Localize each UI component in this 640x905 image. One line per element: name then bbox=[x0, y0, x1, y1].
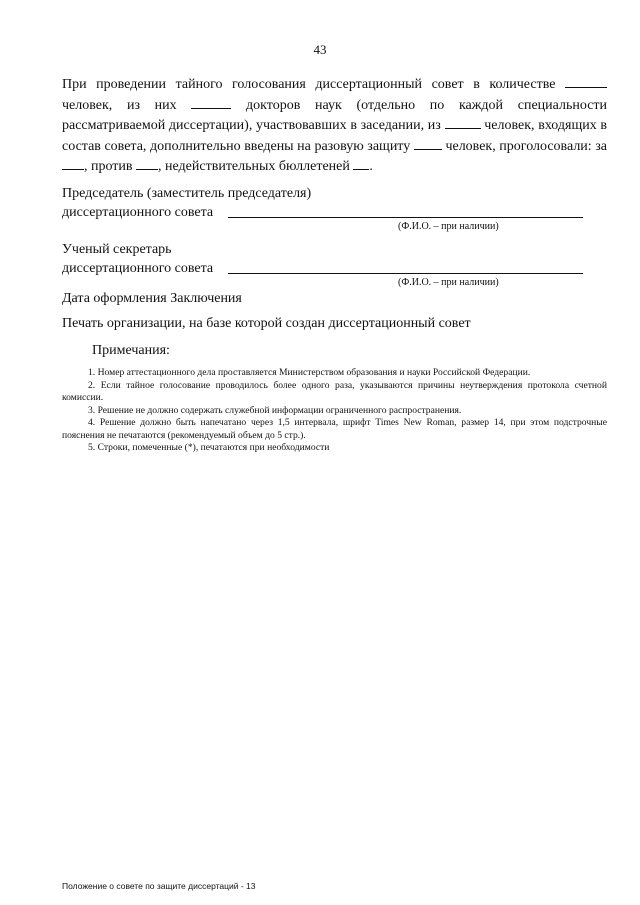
vote-text-8: . bbox=[369, 159, 373, 174]
chair-council-line: диссертационного совета bbox=[62, 205, 214, 220]
vote-text-3: докторов наук (отдельно по каждой специальности рассматриваемой диссертации), участвовавших в заседании, из bbox=[62, 97, 608, 133]
page-number: 43 bbox=[313, 42, 327, 57]
seal-label: Печать организации, на базе которой создан диссертационный совет bbox=[62, 316, 471, 331]
secretary-signature-line[interactable] bbox=[228, 273, 583, 274]
votes-against-blank[interactable] bbox=[136, 156, 158, 170]
vote-text-7: , недействительных бюллетеней bbox=[158, 159, 350, 174]
note-item: 3. Решение не должно содержать служебной информации ограниченного распространения. bbox=[88, 404, 462, 416]
page-footer: Положение о совете по защите диссертаций - 13 bbox=[62, 881, 256, 891]
note-item: 5. Строки, помеченные (*), печатаются при необходимости bbox=[88, 442, 330, 453]
vote-text-2: человек, из них bbox=[62, 97, 177, 113]
vote-text-5: человек, проголосовали: за bbox=[445, 138, 608, 154]
conclusion-date-label: Дата оформления Заключения bbox=[62, 291, 242, 306]
chair-signature-line[interactable] bbox=[228, 217, 583, 218]
notes-title: Примечания: bbox=[92, 343, 170, 358]
doctors-count-blank[interactable] bbox=[191, 95, 231, 109]
note-item: 2. Если тайное голосование проводилось более одного раза, указываются причины неутверждения протокола счетной комиссии. bbox=[62, 379, 607, 403]
vote-text-1: При проведении тайного голосования диссертационный совет в количестве bbox=[62, 77, 556, 92]
secretary-title-line: Ученый секретарь bbox=[62, 242, 172, 257]
chair-name-caption: (Ф.И.О. – при наличии) bbox=[398, 221, 499, 232]
note-item: 4. Решение должно быть напечатано через 1,5 интервала, шрифт Times New Roman, размер 14, при этом подстрочные пояснения не печатаются (рекомендуемый объем до 5 стр.). bbox=[62, 417, 607, 441]
secretary-council-line: диссертационного совета bbox=[62, 261, 214, 276]
vote-paragraph bbox=[62, 74, 607, 177]
votes-for-blank[interactable] bbox=[62, 156, 84, 170]
note-item: 1. Номер аттестационного дела проставляется Министерством образования и науки Российской Федерации. bbox=[88, 367, 531, 378]
chair-title-line: Председатель (заместитель председателя) bbox=[62, 186, 312, 201]
added-count-blank[interactable] bbox=[414, 136, 442, 150]
members-count-blank[interactable] bbox=[565, 74, 607, 88]
present-count-blank[interactable] bbox=[445, 115, 481, 129]
invalid-ballots-blank[interactable] bbox=[353, 156, 369, 170]
vote-text-6: , против bbox=[84, 159, 133, 174]
secretary-name-caption: (Ф.И.О. – при наличии) bbox=[398, 277, 499, 288]
vote-text-4: человек, входящих в состав совета, дополнительно введены на разовую защиту bbox=[62, 118, 608, 154]
notes-list bbox=[62, 367, 607, 455]
